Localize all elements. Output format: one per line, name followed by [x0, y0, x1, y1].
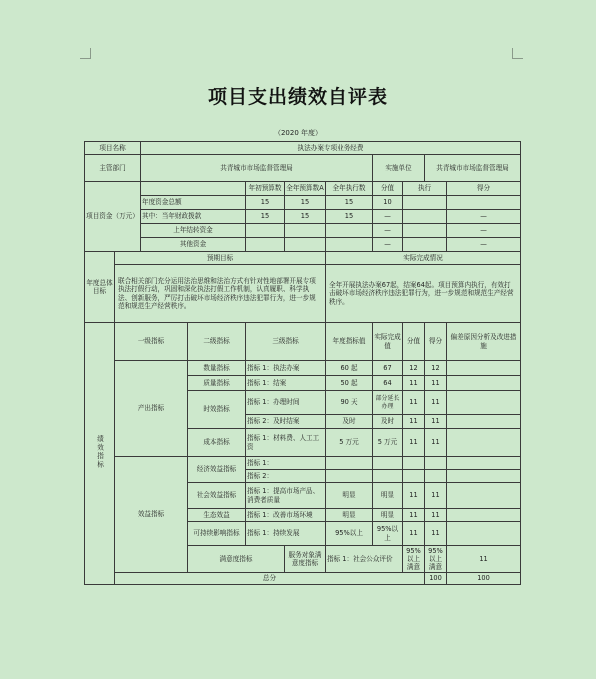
crop-mark-top-right [512, 48, 523, 59]
funds-cell [403, 210, 447, 224]
evaluation-table [84, 141, 521, 585]
perf-note [447, 509, 521, 522]
perf-note [447, 429, 521, 457]
perf-l2: 生态效益 [188, 509, 246, 522]
benefit-indicator-label: 效益指标 [115, 457, 188, 573]
funds-header-6: 得分 [447, 182, 521, 196]
perf-l3: 指标 1：材料费、人工工资 [246, 429, 326, 457]
perf-l2: 可持续影响指标 [188, 522, 246, 546]
impl-value: 共青城市市场监督管理局 [425, 155, 521, 182]
perf-target: 及时 [326, 415, 373, 429]
perf-l3: 指标 1：社会公众评价 [326, 546, 403, 573]
perf-label [85, 323, 115, 585]
perf-got: 11 [425, 509, 447, 522]
perf-header-target: 年度指标值 [326, 323, 373, 361]
funds-row [85, 224, 521, 238]
goals-expected-header: 预期目标 [115, 252, 326, 265]
perf-note [447, 470, 521, 483]
project-name-row [85, 142, 521, 155]
perf-l2: 服务对象满意度指标 [285, 546, 326, 573]
perf-actual: 67 [373, 361, 403, 376]
funds-header-1: 年初预算数 [246, 182, 285, 196]
funds-cell [403, 224, 447, 238]
total-got: 100 [447, 573, 521, 585]
perf-note [447, 522, 521, 546]
perf-header-l3: 三级指标 [246, 323, 326, 361]
perf-l3: 指标 2：及时结案 [246, 415, 326, 429]
perf-got [425, 470, 447, 483]
goals-label: 年度总体目标 [85, 252, 115, 323]
funds-cell: — [447, 224, 521, 238]
perf-header-l2: 二级指标 [188, 323, 246, 361]
perf-target: 60 起 [326, 361, 373, 376]
perf-score: 11 [403, 429, 425, 457]
funds-cell: 15 [246, 210, 285, 224]
goals-expected-text: 联合相关部门充分运用法治思维和法治方式有针对性地部署开展专项执法打假行动，巩固和深化执法打假工作机制，认真履职、科学执法、创新服务，严厉打击破坏市场经济秩序违法犯罪行为，进一步规范和规范生产经营秩序。 [115, 265, 326, 323]
perf-score: 11 [403, 391, 425, 415]
perf-actual: 5 万元 [373, 429, 403, 457]
perf-got [425, 457, 447, 470]
perf-l2: 时效指标 [188, 391, 246, 429]
perf-actual: 部分延长办理 [373, 391, 403, 415]
funds-cell: — [373, 224, 403, 238]
perf-actual [373, 470, 403, 483]
funds-cell: 10 [373, 196, 403, 210]
satisfaction-indicator-label: 满意度指标 [188, 546, 285, 573]
perf-note [447, 361, 521, 376]
funds-cell: 15 [285, 196, 326, 210]
perf-score: 11 [403, 522, 425, 546]
perf-label-text: 绩效指标 [95, 435, 104, 470]
total-row [85, 573, 521, 585]
funds-cell: 15 [285, 210, 326, 224]
funds-cell [326, 238, 373, 252]
funds-cell [285, 224, 326, 238]
funds-cell [447, 196, 521, 210]
perf-header-got: 得分 [425, 323, 447, 361]
document-title: 项目支出绩效自评表 [207, 86, 388, 108]
perf-score [403, 457, 425, 470]
perf-got: 11 [425, 376, 447, 391]
funds-header-2: 全年预算数A [285, 182, 326, 196]
perf-l3: 指标 1： [246, 457, 326, 470]
perf-l3: 指标 1：结案 [246, 376, 326, 391]
perf-header-l1: 一级指标 [115, 323, 188, 361]
funds-cell: — [447, 238, 521, 252]
funds-row-label: 上年结转资金 [141, 224, 246, 238]
perf-header-row [85, 323, 521, 361]
perf-got: 11 [425, 522, 447, 546]
funds-header-blank [141, 182, 246, 196]
funds-row [85, 210, 521, 224]
crop-mark-top-left [80, 48, 91, 59]
year-label: （2020 年度） [273, 129, 323, 137]
funds-row [85, 196, 521, 210]
funds-cell: 15 [326, 210, 373, 224]
perf-row [85, 457, 521, 470]
perf-score [403, 470, 425, 483]
perf-actual: 及时 [373, 415, 403, 429]
perf-score: 11 [403, 376, 425, 391]
perf-actual: 64 [373, 376, 403, 391]
perf-note [447, 391, 521, 415]
funds-row-label: 年度资金总额 [141, 196, 246, 210]
project-name-label: 项目名称 [85, 142, 141, 155]
perf-got: 11 [425, 483, 447, 509]
perf-got: 11 [425, 415, 447, 429]
project-name-value: 执法办案专项业务经费 [141, 142, 521, 155]
funds-cell [403, 238, 447, 252]
perf-score: 11 [447, 546, 521, 573]
goals-content-row [85, 265, 521, 323]
perf-note [447, 376, 521, 391]
perf-l2: 经济效益指标 [188, 457, 246, 483]
funds-cell [246, 238, 285, 252]
perf-actual: 明显 [373, 483, 403, 509]
funds-header-4: 分值 [373, 182, 403, 196]
perf-got: 11 [425, 391, 447, 415]
funds-cell: — [373, 210, 403, 224]
perf-target: 50 起 [326, 376, 373, 391]
perf-header-actual: 实际完成值 [373, 323, 403, 361]
perf-target [326, 457, 373, 470]
funds-cell [403, 196, 447, 210]
funds-row [85, 238, 521, 252]
perf-header-note: 偏差原因分析及改进措施 [447, 323, 521, 361]
perf-target: 明显 [326, 509, 373, 522]
perf-target [326, 470, 373, 483]
output-indicator-label: 产出指标 [115, 361, 188, 457]
perf-actual: 95%以上 [373, 522, 403, 546]
department-row [85, 155, 521, 182]
perf-l3: 指标 1：改善市场环境 [246, 509, 326, 522]
funds-cell [246, 224, 285, 238]
dept-value: 共青城市市场监督管理局 [141, 155, 373, 182]
perf-got: 11 [425, 429, 447, 457]
funds-label: 项目资金（万元） [85, 182, 141, 252]
funds-header-5: 执行 [403, 182, 447, 196]
goals-header-row [85, 252, 521, 265]
perf-target: 95%以上 [326, 522, 373, 546]
funds-header-3: 全年执行数 [326, 182, 373, 196]
funds-cell: — [373, 238, 403, 252]
perf-got: 12 [425, 361, 447, 376]
perf-note [447, 415, 521, 429]
perf-l2: 社会效益指标 [188, 483, 246, 509]
perf-score: 11 [403, 509, 425, 522]
funds-cell: 15 [326, 196, 373, 210]
perf-target: 明显 [326, 483, 373, 509]
perf-note [447, 457, 521, 470]
perf-target: 5 万元 [326, 429, 373, 457]
perf-score: 11 [403, 483, 425, 509]
perf-actual: 明显 [373, 509, 403, 522]
perf-l3: 指标 2： [246, 470, 326, 483]
funds-cell [285, 238, 326, 252]
perf-l3: 指标 1：办理时间 [246, 391, 326, 415]
goals-actual-text: 全年开展执法办案67起，结案64起。项目预算内执行，有效打击破坏市场经济秩序违法犯罪行为，进一步规范和规范生产经营秩序。 [326, 265, 521, 323]
perf-l2: 成本指标 [188, 429, 246, 457]
perf-actual: 95%以上满意 [425, 546, 447, 573]
perf-header-score: 分值 [403, 323, 425, 361]
perf-score: 12 [403, 361, 425, 376]
perf-score: 11 [403, 415, 425, 429]
perf-l3: 指标 1：提高市场产品、消费者质量 [246, 483, 326, 509]
total-score: 100 [425, 573, 447, 585]
perf-note [447, 483, 521, 509]
funds-cell: 15 [246, 196, 285, 210]
perf-target: 90 天 [326, 391, 373, 415]
perf-l2: 数量指标 [188, 361, 246, 376]
funds-cell: — [447, 210, 521, 224]
impl-label: 实施单位 [373, 155, 425, 182]
perf-actual [373, 457, 403, 470]
perf-l3: 指标 1：执法办案 [246, 361, 326, 376]
goals-actual-header: 实际完成情况 [326, 252, 521, 265]
dept-label: 主管部门 [85, 155, 141, 182]
total-label: 总分 [115, 573, 425, 585]
perf-l3: 指标 1：持续发展 [246, 522, 326, 546]
perf-row [85, 361, 521, 376]
funds-row-label: 其他资金 [141, 238, 246, 252]
funds-header-row [85, 182, 521, 196]
perf-target: 95%以上满意 [403, 546, 425, 573]
perf-l2: 质量指标 [188, 376, 246, 391]
funds-cell [326, 224, 373, 238]
funds-row-label: 其中：当年财政拨款 [141, 210, 246, 224]
